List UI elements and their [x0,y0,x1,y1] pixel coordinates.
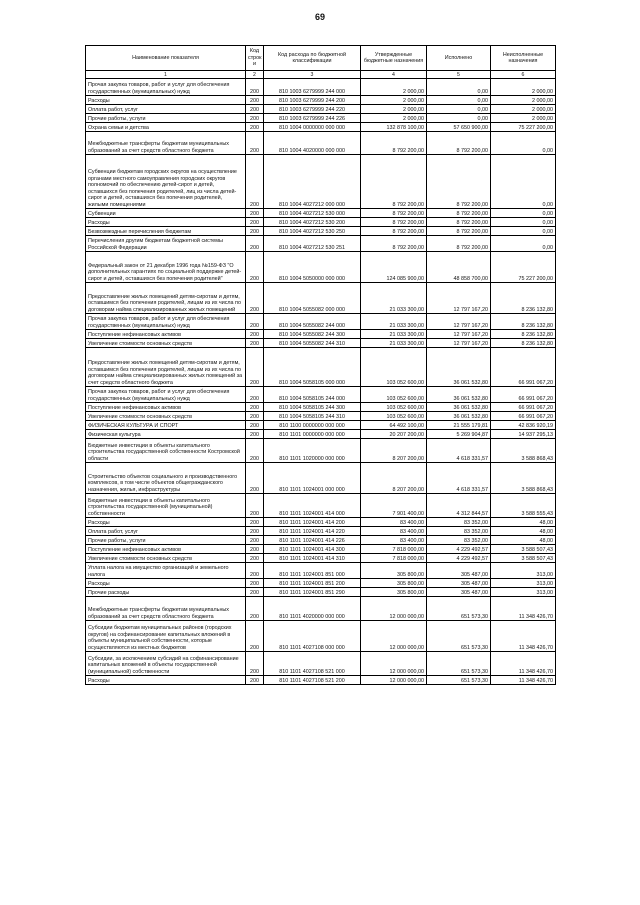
budget-class-code: 810 1101 4027108 000 000 [264,621,361,652]
indicator-name: Поступление нефинансовых активов [86,545,246,554]
line-code: 200 [246,421,264,430]
executed-amount: 8 792 200,00 [427,218,491,227]
table-row [86,536,556,545]
unexecuted-amount: 0,00 [491,155,556,209]
indicator-name: Субвенции бюджетам городских округов на осуществление органами местного самоуправления городских округов полномочий по обеспечению детей-сирот и детей, оставшихся без попечения родителей, лиц из числа детей-сирот и детей, оставшихся без попечения родителей, жилыми помещениями [86,155,246,209]
unexecuted-amount: 0,00 [491,218,556,227]
header-budget-code: Код расхода по бюджетной классификации [264,46,361,71]
line-code: 200 [246,132,264,155]
table-row [86,439,556,463]
unexecuted-amount: 66 991 067,20 [491,403,556,412]
unexecuted-amount: 75 227 200,00 [491,252,556,283]
line-code: 200 [246,330,264,339]
indicator-name: Поступление нефинансовых активов [86,330,246,339]
executed-amount: 4 229 492,57 [427,545,491,554]
unexecuted-amount: 14 937 295,13 [491,430,556,439]
indicator-name: Увеличение стоимости основных средств [86,554,246,563]
line-code: 200 [246,387,264,403]
line-code: 200 [246,403,264,412]
executed-amount: 0,00 [427,105,491,114]
table-row [86,463,556,494]
executed-amount: 0,00 [427,96,491,105]
executed-amount: 83 352,00 [427,536,491,545]
unexecuted-amount: 66 991 067,20 [491,348,556,387]
unexecuted-amount: 3 588 868,43 [491,439,556,463]
line-code: 200 [246,536,264,545]
budget-class-code: 810 1004 5055082 244 310 [264,339,361,348]
line-code: 200 [246,463,264,494]
line-code: 200 [246,563,264,579]
table-row [86,421,556,430]
unexecuted-amount: 48,00 [491,536,556,545]
indicator-name: Расходы [86,579,246,588]
approved-amount: 2 000,00 [361,96,427,105]
line-code: 200 [246,439,264,463]
unexecuted-amount: 8 236 132,80 [491,339,556,348]
unexecuted-amount: 11 348 426,70 [491,652,556,676]
table-row [86,403,556,412]
budget-class-code: 810 1004 5055082 244 000 [264,314,361,330]
approved-amount: 8 792 200,00 [361,218,427,227]
executed-amount: 8 792 200,00 [427,155,491,209]
line-code: 200 [246,545,264,554]
indicator-name: Бюджетные инвестиции в объекты капитального строительства государственной собственности Костромской области [86,439,246,463]
unexecuted-amount: 11 348 426,70 [491,621,556,652]
executed-amount: 305 487,00 [427,579,491,588]
header-executed: Исполнено [427,46,491,71]
approved-amount: 124 085 900,00 [361,252,427,283]
unexecuted-amount: 2 000,00 [491,114,556,123]
indicator-name: Расходы [86,676,246,685]
table-row [86,621,556,652]
executed-amount: 36 061 532,80 [427,403,491,412]
executed-amount: 4 229 492,57 [427,554,491,563]
indicator-name: Федеральный закон от 21 декабря 1996 года №159-ФЗ "О дополнительных гарантиях по социальной поддержке детей-сирот и детей, оставшихся без попечения родителей" [86,252,246,283]
line-code: 200 [246,430,264,439]
executed-amount: 83 352,00 [427,527,491,536]
budget-class-code: 810 1101 1024001 414 310 [264,554,361,563]
table-row [86,96,556,105]
indicator-name: Увеличение стоимости основных средств [86,339,246,348]
indicator-name: Оплата работ, услуг [86,527,246,536]
table-row [86,518,556,527]
budget-class-code: 810 1003 6279999 244 000 [264,79,361,96]
table-row [86,236,556,252]
executed-amount: 36 061 532,80 [427,348,491,387]
executed-amount: 48 858 700,00 [427,252,491,283]
approved-amount: 7 901 400,00 [361,494,427,518]
table-row [86,283,556,314]
column-number: 5 [427,71,491,79]
budget-class-code: 810 1004 4027212 530 000 [264,209,361,218]
budget-class-code: 810 1004 4027212 530 200 [264,218,361,227]
unexecuted-amount: 3 588 507,43 [491,554,556,563]
budget-class-code: 810 1003 6279999 244 226 [264,114,361,123]
table-row [86,105,556,114]
table-row [86,387,556,403]
indicator-name: Субвенции [86,209,246,218]
indicator-name: Межбюджетные трансферты бюджетам муниципальных образований за счет средств областного бюджета [86,597,246,621]
line-code: 200 [246,412,264,421]
budget-class-code: 810 1101 4027108 521 000 [264,652,361,676]
unexecuted-amount: 313,00 [491,563,556,579]
line-code: 200 [246,123,264,132]
indicator-name: Прочая закупка товаров, работ и услуг для обеспечения государственных (муниципальных) нужд [86,314,246,330]
approved-amount: 12 000 000,00 [361,652,427,676]
unexecuted-amount: 2 000,00 [491,96,556,105]
indicator-name: Поступление нефинансовых активов [86,403,246,412]
budget-class-code: 810 1100 0000000 000 000 [264,421,361,430]
unexecuted-amount: 66 991 067,20 [491,387,556,403]
table-row [86,579,556,588]
budget-class-code: 810 1004 4020000 000 000 [264,132,361,155]
table-row [86,252,556,283]
unexecuted-amount: 48,00 [491,518,556,527]
header-indicator-name: Наименование показателя [86,46,246,71]
table-row [86,132,556,155]
table-row [86,330,556,339]
budget-class-code: 810 1004 5058105 244 300 [264,403,361,412]
budget-class-code: 810 1003 6279999 244 200 [264,96,361,105]
budget-class-code: 810 1101 1024001 851 000 [264,563,361,579]
indicator-name: Перечисления другим бюджетам бюджетной системы Российской Федерации [86,236,246,252]
budget-class-code: 810 1004 5058105 244 000 [264,387,361,403]
budget-class-code: 810 1004 5055082 000 000 [264,283,361,314]
line-code: 200 [246,79,264,96]
indicator-name: Прочая закупка товаров, работ и услуг для обеспечения государственных (муниципальных) нужд [86,79,246,96]
indicator-name: Бюджетные инвестиции в объекты капитального строительства государственной (муниципальной) собственности [86,494,246,518]
executed-amount: 651 573,30 [427,621,491,652]
approved-amount: 2 000,00 [361,114,427,123]
table-row [86,218,556,227]
unexecuted-amount: 2 000,00 [491,105,556,114]
budget-class-code: 810 1101 4027108 521 200 [264,676,361,685]
line-code: 200 [246,518,264,527]
indicator-name: Физическая культура [86,430,246,439]
budget-class-code: 810 1004 5050000 000 000 [264,252,361,283]
column-number: 4 [361,71,427,79]
line-code: 200 [246,621,264,652]
indicator-name: Охрана семьи и детства [86,123,246,132]
line-code: 200 [246,236,264,252]
budget-class-code: 810 1004 4027212 000 000 [264,155,361,209]
budget-class-code: 810 1101 1024001 414 300 [264,545,361,554]
unexecuted-amount: 75 227 200,00 [491,123,556,132]
unexecuted-amount: 3 588 868,43 [491,463,556,494]
line-code: 200 [246,155,264,209]
table-row [86,348,556,387]
budget-class-code: 810 1101 1024001 414 226 [264,536,361,545]
budget-class-code: 810 1004 5058105 000 000 [264,348,361,387]
column-number: 6 [491,71,556,79]
executed-amount: 651 573,30 [427,652,491,676]
executed-amount: 0,00 [427,79,491,96]
table-row [86,123,556,132]
approved-amount: 83 400,00 [361,527,427,536]
approved-amount: 83 400,00 [361,536,427,545]
approved-amount: 7 818 000,00 [361,545,427,554]
budget-class-code: 810 1101 1024001 414 220 [264,527,361,536]
line-code: 200 [246,348,264,387]
approved-amount: 12 000 000,00 [361,597,427,621]
approved-amount: 8 207 200,00 [361,439,427,463]
budget-class-code: 810 1101 4020000 000 000 [264,597,361,621]
executed-amount: 8 792 200,00 [427,209,491,218]
unexecuted-amount: 313,00 [491,579,556,588]
table-row [86,339,556,348]
line-code: 200 [246,339,264,348]
approved-amount: 8 792 200,00 [361,209,427,218]
table-row [86,209,556,218]
executed-amount: 36 061 532,80 [427,387,491,403]
column-number: 2 [246,71,264,79]
executed-amount: 12 797 167,20 [427,330,491,339]
unexecuted-amount: 66 991 067,20 [491,412,556,421]
executed-amount: 8 792 200,00 [427,132,491,155]
budget-class-code: 810 1101 1024001 414 200 [264,518,361,527]
approved-amount: 2 000,00 [361,79,427,96]
table-row [86,563,556,579]
indicator-name: Предоставление жилых помещений детям-сиротам и детям, оставшимся без попечения родителей, лицам из их числа по договорам найма специализированных жилых помещений за счет средств областного бюджета [86,348,246,387]
approved-amount: 132 878 100,00 [361,123,427,132]
table-row [86,676,556,685]
line-code: 200 [246,676,264,685]
executed-amount: 5 269 904,87 [427,430,491,439]
approved-amount: 64 492 100,00 [361,421,427,430]
budget-class-code: 810 1004 5058105 244 310 [264,412,361,421]
budget-class-code: 810 1101 1024001 851 200 [264,579,361,588]
unexecuted-amount: 8 236 132,80 [491,314,556,330]
header-unexecuted: Неисполненные назначения [491,46,556,71]
budget-class-code: 810 1004 4027212 530 250 [264,227,361,236]
executed-amount: 12 797 167,20 [427,314,491,330]
approved-amount: 21 033 300,00 [361,314,427,330]
table-row [86,527,556,536]
indicator-name: Предоставление жилых помещений детям-сиротам и детям, оставшимся без попечения родителей, лицам из их числа по договорам найма специализированных жилых помещений [86,283,246,314]
indicator-name: Прочие работы, услуги [86,114,246,123]
executed-amount: 651 573,30 [427,597,491,621]
indicator-name: Субсидии бюджетам муниципальных районов (городских округов) на софинансирование капитальных вложений в объекты муниципальной собственности, которые осуществляются из местных бюджетов [86,621,246,652]
indicator-name: ФИЗИЧЕСКАЯ КУЛЬТУРА И СПОРТ [86,421,246,430]
line-code: 200 [246,494,264,518]
table-row [86,597,556,621]
indicator-name: Безвозмездные перечисления бюджетам [86,227,246,236]
indicator-name: Прочие расходы [86,588,246,597]
table-row [86,155,556,209]
unexecuted-amount: 11 348 426,70 [491,676,556,685]
line-code: 200 [246,554,264,563]
unexecuted-amount: 11 348 426,70 [491,597,556,621]
line-code: 200 [246,579,264,588]
budget-class-code: 810 1101 1024001 851 290 [264,588,361,597]
line-code: 200 [246,227,264,236]
approved-amount: 20 207 200,00 [361,430,427,439]
executed-amount: 12 797 167,20 [427,339,491,348]
executed-amount: 4 618 331,57 [427,439,491,463]
unexecuted-amount: 2 000,00 [491,79,556,96]
budget-class-code: 810 1004 5055082 244 300 [264,330,361,339]
table-row [86,652,556,676]
line-code: 200 [246,252,264,283]
approved-amount: 305 800,00 [361,588,427,597]
approved-amount: 8 792 200,00 [361,155,427,209]
indicator-name: Оплата работ, услуг [86,105,246,114]
approved-amount: 7 818 000,00 [361,554,427,563]
unexecuted-amount: 313,00 [491,588,556,597]
indicator-name: Строительство объектов социального и производственного комплексов, в том числе объектов общегражданского назначения, жилья, инфраструктуры [86,463,246,494]
approved-amount: 103 052 600,00 [361,387,427,403]
approved-amount: 21 033 300,00 [361,283,427,314]
table-row [86,494,556,518]
table-row [86,588,556,597]
approved-amount: 8 792 200,00 [361,132,427,155]
executed-amount: 0,00 [427,114,491,123]
indicator-name: Межбюджетные трансферты бюджетам муниципальных образований за счет средств областного бюджета [86,132,246,155]
unexecuted-amount: 48,00 [491,527,556,536]
indicator-name: Прочие работы, услуги [86,536,246,545]
approved-amount: 12 000 000,00 [361,676,427,685]
table-row [86,430,556,439]
line-code: 200 [246,218,264,227]
executed-amount: 305 487,00 [427,563,491,579]
executed-amount: 305 487,00 [427,588,491,597]
executed-amount: 651 573,30 [427,676,491,685]
executed-amount: 21 555 179,81 [427,421,491,430]
approved-amount: 103 052 600,00 [361,348,427,387]
approved-amount: 12 000 000,00 [361,621,427,652]
budget-class-code: 810 1101 1024001 414 000 [264,494,361,518]
approved-amount: 8 207 200,00 [361,463,427,494]
table-header-row [86,46,556,71]
unexecuted-amount: 3 588 507,43 [491,545,556,554]
approved-amount: 305 800,00 [361,579,427,588]
executed-amount: 36 061 532,80 [427,412,491,421]
unexecuted-amount: 0,00 [491,209,556,218]
indicator-name: Уплата налога на имущество организаций и земельного налога [86,563,246,579]
page-number: 69 [314,12,325,22]
table-row [86,79,556,96]
approved-amount: 2 000,00 [361,105,427,114]
header-line-code: Код строк и [246,46,264,71]
indicator-name: Расходы [86,218,246,227]
indicator-name: Субсидии, за исключением субсидий на софинансирование капитальных вложений в объекты государственной (муниципальной) собственности [86,652,246,676]
indicator-name: Расходы [86,96,246,105]
table-row [86,545,556,554]
executed-amount: 57 650 900,00 [427,123,491,132]
line-code: 200 [246,96,264,105]
line-code: 200 [246,209,264,218]
approved-amount: 103 052 600,00 [361,403,427,412]
executed-amount: 8 792 200,00 [427,227,491,236]
line-code: 200 [246,314,264,330]
column-number-row [86,71,556,79]
table-row [86,412,556,421]
budget-class-code: 810 1101 1020000 000 000 [264,439,361,463]
approved-amount: 8 792 200,00 [361,236,427,252]
unexecuted-amount: 8 236 132,80 [491,330,556,339]
approved-amount: 21 033 300,00 [361,330,427,339]
approved-amount: 8 792 200,00 [361,227,427,236]
line-code: 200 [246,652,264,676]
budget-class-code: 810 1101 0000000 000 000 [264,430,361,439]
unexecuted-amount: 3 588 555,43 [491,494,556,518]
line-code: 200 [246,527,264,536]
executed-amount: 8 792 200,00 [427,236,491,252]
table-row [86,314,556,330]
executed-amount: 4 312 844,57 [427,494,491,518]
line-code: 200 [246,597,264,621]
approved-amount: 305 800,00 [361,563,427,579]
line-code: 200 [246,114,264,123]
approved-amount: 21 033 300,00 [361,339,427,348]
approved-amount: 83 400,00 [361,518,427,527]
table-row [86,554,556,563]
indicator-name: Увеличение стоимости основных средств [86,412,246,421]
unexecuted-amount: 42 836 920,19 [491,421,556,430]
table-row [86,114,556,123]
budget-class-code: 810 1004 0000000 000 000 [264,123,361,132]
budget-class-code: 810 1101 1024001 000 000 [264,463,361,494]
budget-class-code: 810 1003 6279999 244 220 [264,105,361,114]
budget-execution-table [85,45,556,685]
unexecuted-amount: 8 236 132,80 [491,283,556,314]
indicator-name: Расходы [86,518,246,527]
indicator-name: Прочая закупка товаров, работ и услуг для обеспечения государственных (муниципальных) нужд [86,387,246,403]
unexecuted-amount: 0,00 [491,132,556,155]
line-code: 200 [246,283,264,314]
approved-amount: 103 052 600,00 [361,412,427,421]
executed-amount: 83 352,00 [427,518,491,527]
budget-class-code: 810 1004 4027212 530 251 [264,236,361,252]
line-code: 200 [246,588,264,597]
table-row [86,227,556,236]
unexecuted-amount: 0,00 [491,236,556,252]
column-number: 1 [86,71,246,79]
column-number: 3 [264,71,361,79]
unexecuted-amount: 0,00 [491,227,556,236]
executed-amount: 4 618 331,57 [427,463,491,494]
executed-amount: 12 797 167,20 [427,283,491,314]
header-approved: Утвержденные бюджетные назначения [361,46,427,71]
line-code: 200 [246,105,264,114]
